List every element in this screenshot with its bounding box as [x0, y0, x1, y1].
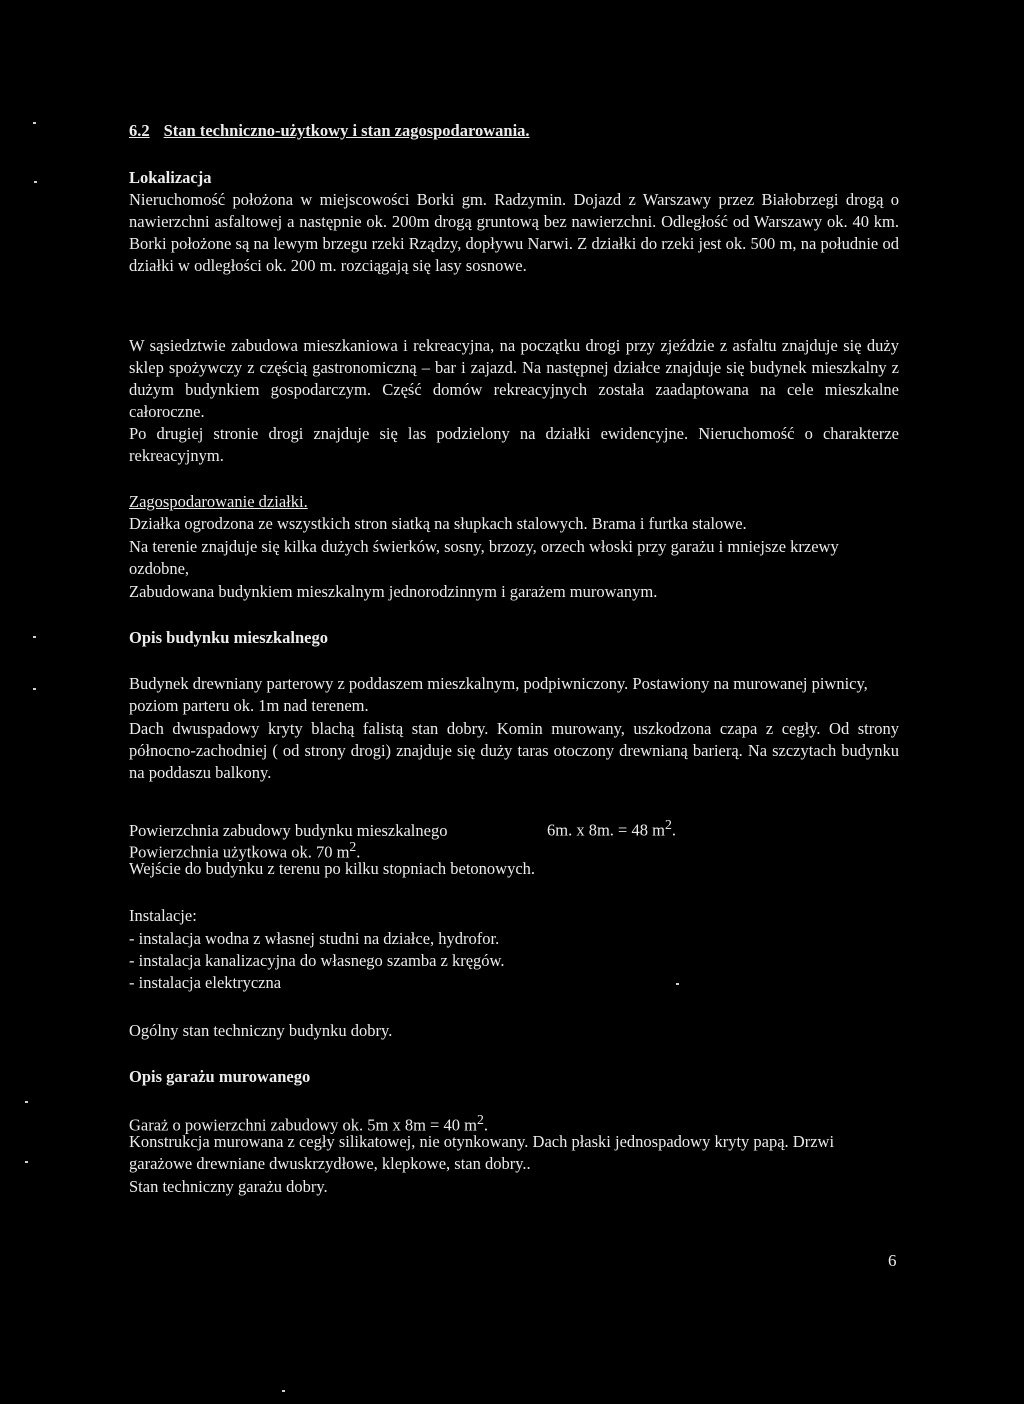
area-end: . — [671, 820, 676, 840]
instalacja-kanalizacyjna-item: - instalacja kanalizacyjna do własnego szamba z kręgów. — [129, 951, 505, 970]
section-number: 6.2 — [129, 121, 150, 140]
lokalizacja-paragraph: Nieruchomość położona w miejscowości Borki gm. Radzymin. Dojazd z Warszawy przez Białobrzegi drogą o nawierzchni asfaltowej a następnie ok. 200m drogą gruntową bez nawierzchni. Odległość od Warszawy ok. 40 km. Borki położone są na lewym brzegu rzeki Rządzy, dopływu Narwi. Z działki do rzeki jest ok. 500 m, na południe od działki w odległości ok. 200 m. rozciągają się lasy sosnowe. — [129, 190, 899, 275]
budynek-heading: Opis budynku mieszkalnego — [129, 628, 328, 647]
powierzchnia-uzytkowa-label: Powierzchnia użytkowa ok. 70 m — [129, 842, 350, 862]
section-title — [129, 120, 899, 142]
zagospodarowanie-heading: Zagospodarowanie działki. — [129, 492, 308, 511]
scan-speck — [33, 636, 36, 638]
scan-speck — [282, 1390, 285, 1392]
wejscie-line: Wejście do budynku z terenu po kilku stopniach betonowych. — [129, 859, 536, 878]
lokalizacja-heading: Lokalizacja — [129, 168, 212, 187]
page-number: 6 — [888, 1251, 897, 1270]
scan-speck — [33, 122, 36, 124]
zabudowa-line: Zabudowana budynkiem mieszkalnym jednorodzinnym i garażem murowanym. — [129, 582, 658, 601]
powierzchnia-zabudowy-label: Powierzchnia zabudowy budynku mieszkalnego — [129, 820, 448, 840]
scan-speck — [34, 181, 37, 183]
garaz-konstrukcja-paragraph: Konstrukcja murowana z cegły silikatowej, nie otynkowany. Dach płaski jednospadowy kryty papą. Drzwi garażowe drewniane dwuskrzydłowe, klepkowe, stan dobry.. — [129, 1132, 835, 1173]
budynek-paragraph-2: Dach dwuspadowy kryty blachą falistą stan dobry. Komin murowany, uszkodzona czapa z cegły. Od strony północno-zachodniej ( od strony drogi) znajduje się duży taras otoczony drewnianą barierą. Na szczytach budynku na poddaszu balkony. — [129, 719, 899, 782]
scan-speck — [25, 1161, 28, 1163]
garaz-exponent: 2 — [476, 1112, 484, 1127]
powierzchnia-zabudowy-value: 6m. x 8m. = 48 m — [547, 820, 665, 840]
usable-end: . — [356, 842, 361, 862]
section-title-text: Stan techniczno-użytkowy i stan zagospodarowania. — [163, 121, 530, 140]
stan-budynku-line: Ogólny stan techniczny budynku dobry. — [129, 1021, 393, 1040]
area-exponent: 2 — [664, 817, 672, 832]
garaz-area-end: . — [483, 1115, 488, 1135]
garaz-heading: Opis garażu murowanego — [129, 1067, 311, 1086]
druga-strona-paragraph: Po drugiej stronie drogi znajduje się las podzielony na działki ewidencyjne. Nieruchomość o charakterze rekreacyjnym. — [129, 424, 899, 465]
garaz-powierzchnia-text: Garaż o powierzchni zabudowy ok. 5m x 8m = 40 m — [129, 1115, 477, 1135]
instalacja-elektryczna-item: - instalacja elektryczna — [129, 973, 282, 992]
instalacja-wodna-item: - instalacja wodna z własnej studni na działce, hydrofor. — [129, 929, 500, 948]
stan-garazu-line: Stan techniczny garażu dobry. — [129, 1177, 328, 1196]
instalacje-heading: Instalacje: — [129, 906, 197, 925]
ogrodzenie-line: Działka ogrodzona ze wszystkich stron siatką na słupkach stalowych. Brama i furtka stalowe. — [129, 514, 747, 533]
sasiedztwo-paragraph: W sąsiedztwie zabudowa mieszkaniowa i rekreacyjna, na początku drogi przy zjeździe z asfaltu znajduje się duży sklep spożywczy z częścią gastronomiczną – bar i zajazd. Na następnej działce znajduje się budynek mieszkalny z dużym budynkiem gospodarczym. Część domów rekreacyjnych została zaadaptowana na cele mieszkalne całoroczne. — [129, 336, 899, 421]
scan-speck — [676, 983, 679, 985]
scan-speck — [33, 688, 36, 690]
roslinnosc-paragraph: Na terenie znajduje się kilka dużych świerków, sosny, brzozy, orzech włoski przy garażu i mniejsze krzewy ozdobne, — [129, 537, 839, 578]
instalacje-list — [129, 928, 899, 994]
scan-speck — [25, 1101, 28, 1103]
usable-exponent: 2 — [349, 839, 357, 854]
budynek-paragraph-1: Budynek drewniany parterowy z poddaszem mieszkalnym, podpiwniczony. Postawiony na murowanej piwnicy, poziom parteru ok. 1m nad terenem. — [129, 674, 868, 715]
